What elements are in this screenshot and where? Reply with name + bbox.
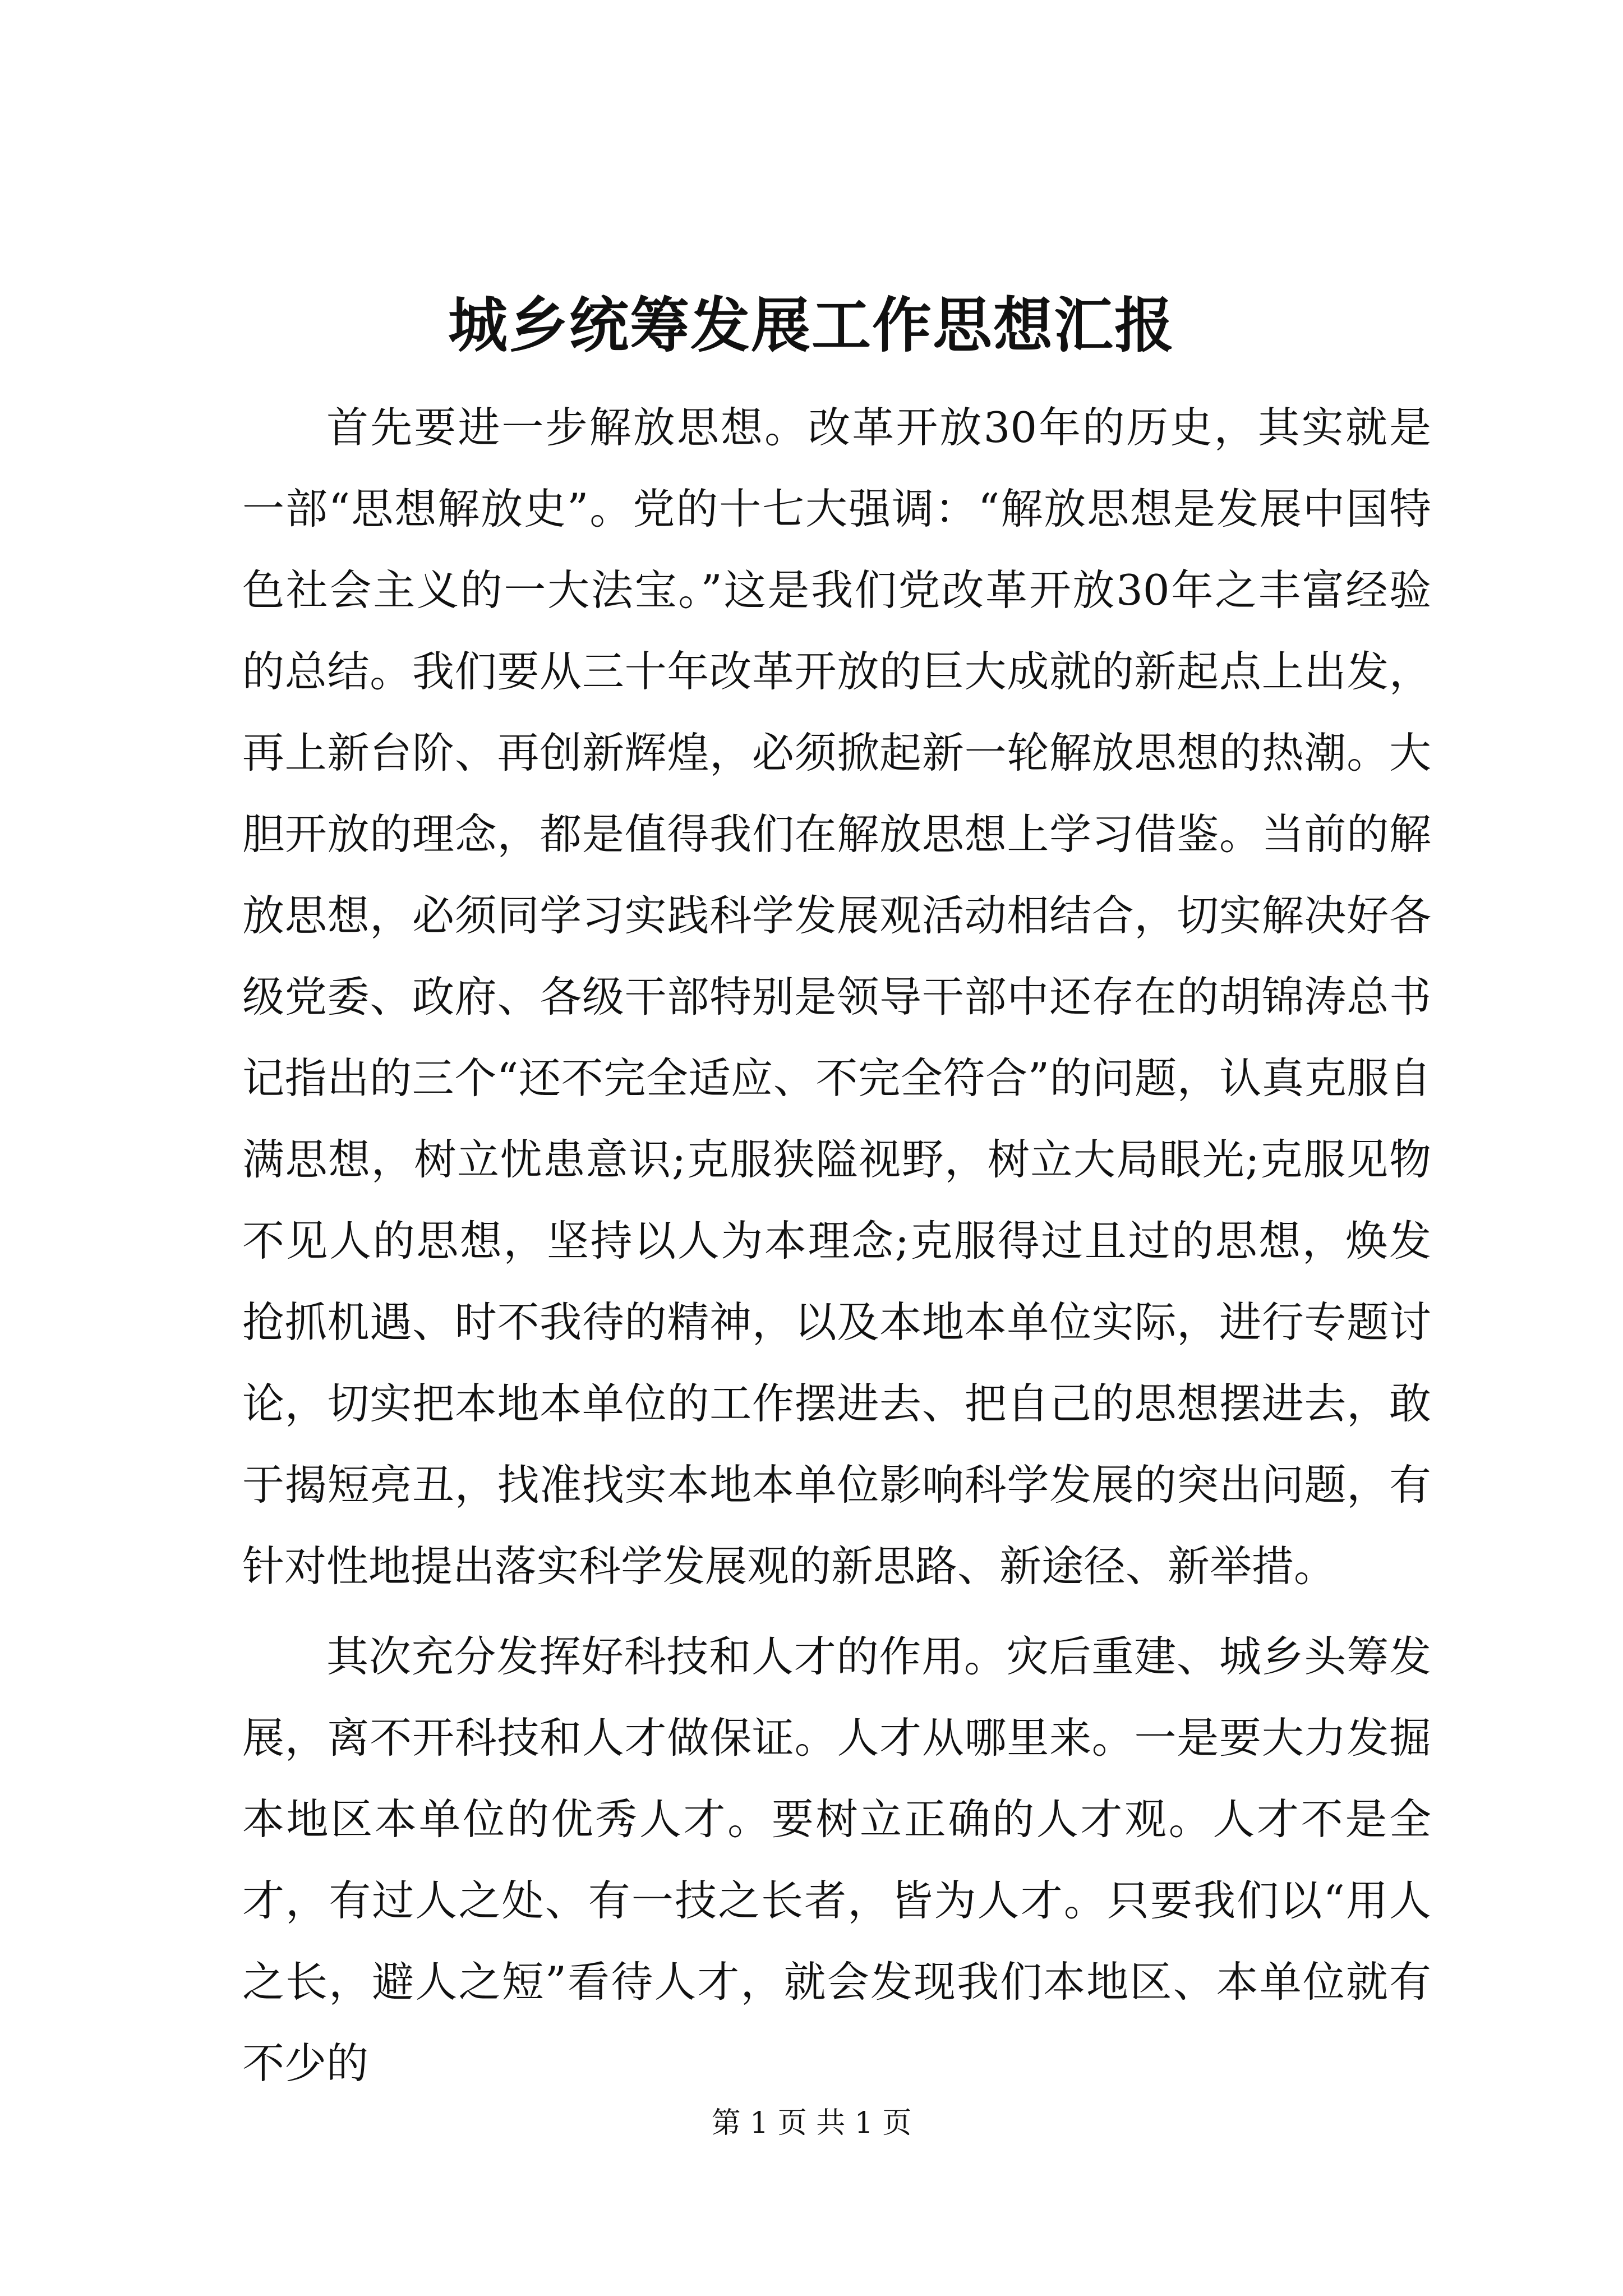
page-footer: 第 1 页 共 1 页: [711, 2106, 912, 2140]
document-title: 城乡统筹发展工作思想汇报: [448, 290, 1175, 360]
paragraph-2: 其次充分发挥好科技和人才的作用。灾后重建、城乡头筹发展，离不开科技和人才做保证。人才从哪里来。一是要大力发掘本地区本单位的优秀人才。要树立正确的人才观。人才不是全才，有过人之处、有一技之长者，皆为人才。只要我们以“用人之长，避人之短”看待人才，就会发现我们本地区、本单位就有不少的: [242, 1632, 1431, 2088]
document-body: [242, 387, 1431, 2104]
paragraph-1: 首先要进一步解放思想。改革开放30年的历史，其实就是一部“思想解放史”。党的十七大强调：“解放思想是发展中国特色社会主义的一大法宝。”这是我们党改革开放30年之丰富经验的总结。我们要从三十年改革开放的巨大成就的新起点上出发，再上新台阶、再创新辉煌，必须掀起新一轮解放思想的热潮。大胆开放的理念，都是值得我们在解放思想上学习借鉴。当前的解放思想，必须同学习实践科学发展观活动相结合，切实解决好各级党委、政府、各级干部特别是领导干部中还存在的胡锦涛总书记指出的三个“还不完全适应、不完全符合”的问题，认真克服自满思想，树立忧患意识;克服狭隘视野，树立大局眼光;克服见物不见人的思想，坚持以人为本理念;克服得过且过的思想，焕发抢抓机遇、时不我待的精神，以及本地本单位实际，进行专题讨论，切实把本地本单位的工作摆进去、把自己的思想摆进去，敢于揭短亮丑，找准找实本地本单位影响科学发展的突出问题，有针对性地提出落实科学发展观的新思路、新途径、新举措。: [242, 403, 1431, 1591]
